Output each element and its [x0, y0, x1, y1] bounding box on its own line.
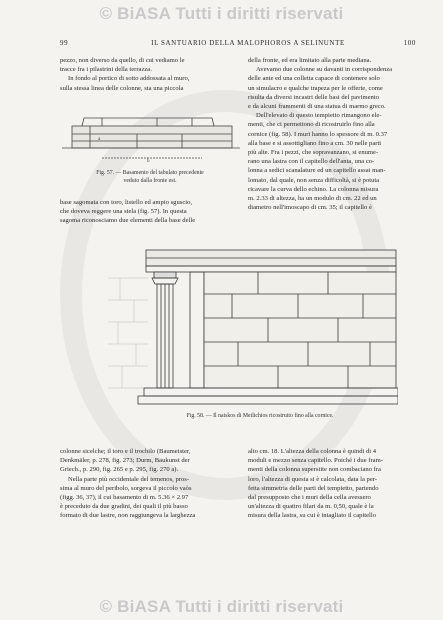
watermark-bottom: © BiASA Tutti i diritti riservati [99, 597, 344, 616]
fig58-naiskos-drawing [108, 238, 398, 410]
col2-bottom-text: alto cm. 18. L'altezza della colonna è quindi di 4 moduli e mezzo senza capitello. Poiché i due fram- menti della colonna superstite non combaciano fra loro, l'altezza di questa si è calcolata, data la per- fetta simmetria delle parti del tempietto, partendo dal presupposto che i muri della cella avessero un'altezza di quattro filari da m. 0,50, quale è la misura della lastra, su cui è intagliato il capitello [248, 448, 383, 520]
running-header [60, 39, 416, 51]
col1-top-text: pezzo, non diverso da quello, di cui vediamo le tracce fra i pilastrini della terrazza. In fondo al portico di sotto addossata al muro, sulla stessa linea delle colonne, sta una piccola [60, 57, 190, 92]
col1-bottom-text: colonne sicelche; il toro e il trochilo (Baumeister, Denkmäler, p. 278, fig. 273; Durm, Baukunst der Griech., p. 290, fig. 265 e p. 295, fig. 270 a). Nella parte più occidentale del temenos, pros- sima al muro del peribolo, sorgeva il piccolo vaòs (figg. 36, 37), il cui basamento di m. 5.36 × 2.97 è preceduto da due gradini, dei quali il più basso formato di due lastre, non raggiungeva la larghezza [60, 448, 196, 520]
fig57-caption: Fig. 57. — Basamento del tabulato precedente veduto dalla fronte est. [96, 170, 204, 184]
page-number-left: 99 [60, 39, 69, 47]
svg-text:a: a [98, 137, 101, 142]
watermark-top: © BiASA Tutti i diritti riservati [99, 4, 344, 23]
fig58-caption: Fig. 58. — Il naiskos di Meilichios ricostruito fino alla cornice. [186, 413, 334, 419]
col1-mid-text: base sagomata con toro, listello ed ampio sguscio, che doveva reggere una stela (fig. 57). In questa sagoma riconosciamo due elementi della base delle [60, 199, 196, 225]
running-title: IL SANTUARIO DELLA MALOPHOROS A SELINUNTE [151, 39, 345, 47]
svg-text:b: b [147, 159, 150, 164]
col2-top-text: della fronte, ed era limitato alla parte mediana. Avevamo due colonne su davanti in corrispondenza delle ante ed una colletta capace di contenere solo un simulacro e qualche trapeza per le offerte, come risulta da diversi incastri delle basi del pavimento e da alcuni frammenti di una statua di marmo greco. Dell'elevato di questo tempietto rimangono ele- menti, che ci permettono di ricostruirlo fino alla cornice (fig. 58). I muri hanno lo spessore di m. 0.37 alla base e si assottigliano fino a cm. 30 nelle parti più alte. Fra i pezzi, che sopravanzano, si enume- rano una lastra con il capitello dell'anta, una co- lonna a sedici scanalature ed un capitello assai man- lomato, dal quale, non senza difficoltà, si è potuta ricavare la curva dello echino. La colonna misura m. 2.33 di altezza, ha un modulo di cm. 22 ed un diametro nell'imoscapo di cm. 35; il capitello è [248, 57, 393, 212]
page-number-right: 100 [403, 39, 416, 47]
fig57-base-drawing [62, 96, 240, 166]
